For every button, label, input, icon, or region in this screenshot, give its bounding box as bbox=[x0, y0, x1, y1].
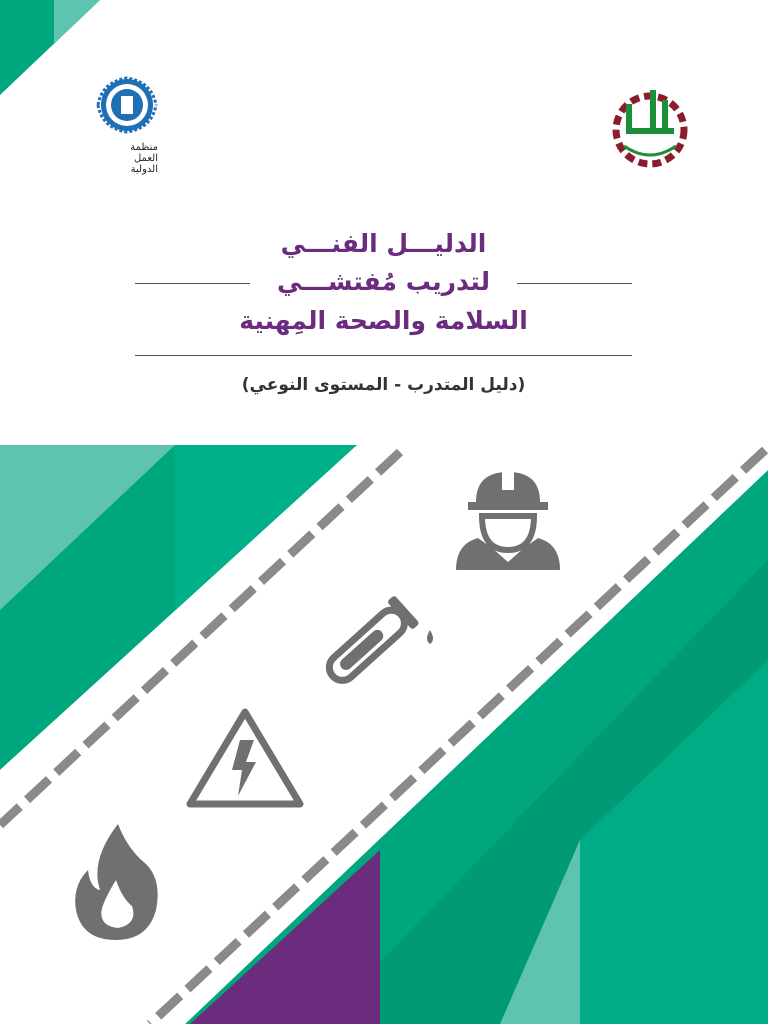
title-rule-bottom bbox=[135, 355, 632, 356]
corner-band-light bbox=[54, 0, 100, 44]
ilo-name-line: العمل bbox=[133, 153, 158, 164]
title-line-3: السلامة والصحة المِهنية bbox=[239, 306, 528, 335]
electric-hazard-icon bbox=[182, 704, 308, 812]
ilo-name-line: الدولية bbox=[130, 164, 158, 175]
ilo-logo bbox=[86, 74, 166, 184]
subtitle: (دليل المتدرب - المستوى النوعي) bbox=[241, 375, 526, 395]
ministry-gear-icon bbox=[604, 84, 696, 176]
worker-hardhat-icon bbox=[452, 466, 566, 570]
title-line-1: الدليـــل الفنـــي bbox=[280, 229, 487, 258]
ilo-name bbox=[130, 142, 158, 175]
ilo-globe-icon bbox=[94, 74, 160, 136]
ilo-name-line: منظمة bbox=[130, 142, 158, 153]
flame-icon bbox=[70, 820, 164, 944]
title-rule-right bbox=[517, 283, 632, 284]
test-tube-icon bbox=[312, 592, 440, 692]
title-line-2: لتدريب مُفتشـــي bbox=[276, 267, 491, 296]
title-rule-left bbox=[135, 283, 250, 284]
